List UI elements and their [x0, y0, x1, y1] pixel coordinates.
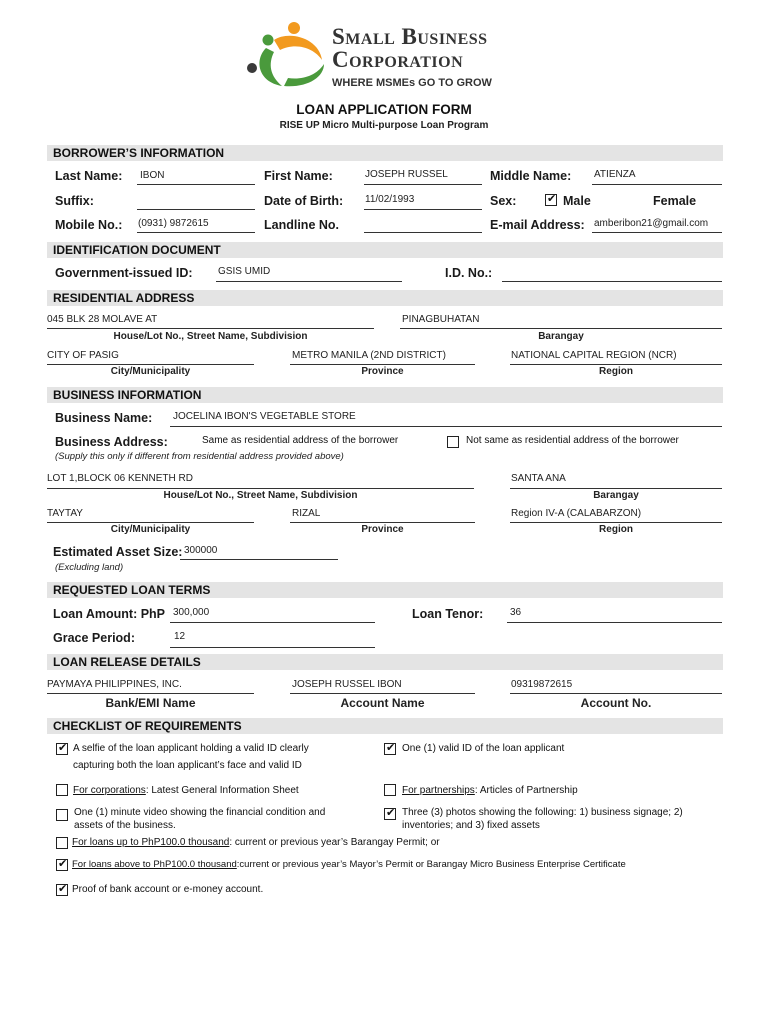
- bank-name-caption: Bank/EMI Name: [105, 696, 196, 710]
- selfie-line2: capturing both the loan applicant’s face and valid ID: [73, 760, 302, 771]
- email-label: E-mail Address:: [490, 218, 585, 232]
- loan-tenor-label: Loan Tenor:: [412, 607, 484, 621]
- loans-above-checkbox[interactable]: [56, 859, 68, 871]
- id-no-underline: [502, 281, 722, 282]
- valid-id-requirement: One (1) valid ID of the loan applicant: [402, 743, 565, 754]
- account-no-caption: Account No.: [580, 696, 652, 710]
- section-heading: REQUESTED LOAN TERMS: [53, 583, 211, 597]
- gov-id-underline: [216, 281, 402, 282]
- account-name-caption: Account Name: [340, 696, 425, 710]
- asset-note: (Excluding land): [55, 562, 124, 573]
- check-icon: ✔: [547, 193, 557, 205]
- biz-region-field[interactable]: Region IV-A (CALABARZON): [511, 508, 642, 519]
- corporations-label: For corporations: [73, 785, 146, 796]
- section-residential: [47, 290, 723, 306]
- res-province-field[interactable]: METRO MANILA (2ND DISTRICT): [292, 350, 446, 361]
- biz-house-field[interactable]: LOT 1,BLOCK 06 KENNETH RD: [47, 473, 193, 484]
- loans-above-label: For loans above to PhP100.0 thousand: [72, 859, 237, 870]
- res-region-underline: [510, 364, 722, 365]
- biz-house-underline: [47, 488, 474, 489]
- middle-name-underline: [592, 184, 722, 185]
- first-name-field[interactable]: JOSEPH RUSSEL: [365, 169, 448, 180]
- grace-period-label: Grace Period:: [53, 631, 135, 645]
- photos-checkbox[interactable]: [384, 808, 396, 820]
- biz-house-caption: House/Lot No., Street Name, Subdivision: [163, 490, 358, 501]
- corporations-text: : Latest General Information Sheet: [145, 785, 299, 796]
- loan-tenor-field[interactable]: 36: [510, 607, 522, 618]
- biz-city-caption: City/Municipality: [110, 524, 191, 535]
- loans-upto-requirement: [72, 836, 440, 849]
- selfie-line1: A selfie of the loan applicant holding a valid ID clearly: [73, 743, 309, 754]
- dob-label: Date of Birth:: [264, 194, 344, 208]
- section-heading: LOAN RELEASE DETAILS: [53, 655, 201, 669]
- middle-name-field[interactable]: ATIENZA: [594, 169, 636, 180]
- last-name-label: Last Name:: [55, 169, 123, 183]
- form-subtitle: RISE UP Micro Multi-purpose Loan Program: [279, 120, 489, 131]
- dob-field[interactable]: 11/02/1993: [365, 194, 415, 205]
- bank-proof-checkbox[interactable]: [56, 884, 68, 896]
- id-no-label: I.D. No.:: [445, 266, 493, 280]
- gov-id-field[interactable]: GSIS UMID: [218, 266, 271, 277]
- res-province-caption: Province: [361, 366, 404, 377]
- section-heading: BORROWER’S INFORMATION: [53, 146, 225, 160]
- video-requirement: [74, 806, 374, 832]
- partnerships-requirement: [402, 784, 578, 797]
- landline-label: Landline No.: [264, 218, 339, 232]
- res-city-underline: [47, 364, 254, 365]
- mobile-underline: [137, 232, 255, 233]
- selfie-checkbox[interactable]: [56, 743, 68, 755]
- email-underline: [592, 232, 722, 233]
- biz-province-field[interactable]: RIZAL: [292, 508, 321, 519]
- loans-upto-checkbox[interactable]: [56, 837, 68, 849]
- photos-line2: inventories; and 3) fixed assets: [402, 820, 540, 831]
- photos-requirement: [402, 806, 722, 832]
- biz-city-field[interactable]: TAYTAY: [47, 508, 83, 519]
- org-name-line2: Corporation: [332, 47, 464, 72]
- first-name-underline: [364, 184, 482, 185]
- check-icon: ✔: [58, 858, 68, 870]
- check-icon: ✔: [58, 883, 68, 895]
- same-address-option[interactable]: Same as residential address of the borrower: [202, 435, 399, 446]
- business-name-label: Business Name:: [55, 411, 153, 425]
- loans-upto-text: : current or previous year’s Barangay Permit; or: [229, 837, 440, 848]
- biz-city-underline: [47, 522, 254, 523]
- account-no-underline: [510, 693, 722, 694]
- check-icon: ✔: [386, 742, 396, 754]
- section-release: [47, 654, 723, 670]
- valid-id-checkbox[interactable]: [384, 743, 396, 755]
- landline-underline: [364, 232, 482, 233]
- org-tagline: WHERE MSMEs GO TO GROW: [332, 77, 492, 89]
- suffix-label: Suffix:: [55, 194, 94, 208]
- grace-period-underline: [170, 647, 375, 648]
- loan-amount-field[interactable]: 300,000: [173, 607, 210, 618]
- corporations-checkbox[interactable]: [56, 784, 68, 796]
- video-checkbox[interactable]: [56, 809, 68, 821]
- loans-above-text: :current or previous year’s Mayor’s Permit or Barangay Micro Business Enterprise Certificate: [236, 859, 626, 870]
- biz-province-caption: Province: [361, 524, 404, 535]
- bank-name-underline: [47, 693, 254, 694]
- org-name-line1: Small Business: [332, 24, 488, 49]
- business-address-label: Business Address:: [55, 435, 168, 449]
- account-name-underline: [290, 693, 475, 694]
- res-house-underline: [47, 328, 374, 329]
- selfie-requirement: [73, 742, 373, 772]
- loan-amount-label: Loan Amount: PhP: [53, 607, 166, 621]
- gov-id-label: Government-issued ID:: [55, 266, 193, 280]
- last-name-underline: [137, 184, 255, 185]
- biz-barangay-underline: [510, 488, 722, 489]
- section-loan-terms: [47, 582, 723, 598]
- check-icon: ✔: [58, 742, 68, 754]
- section-heading: RESIDENTIAL ADDRESS: [53, 291, 195, 305]
- asset-size-underline: [180, 559, 338, 560]
- partnerships-label: For partnerships: [402, 785, 475, 796]
- loans-upto-label: For loans up to PhP100.0 thousand: [72, 837, 230, 848]
- business-name-field[interactable]: JOCELINA IBON'S VEGETABLE STORE: [173, 411, 356, 422]
- partnerships-text: : Articles of Partnership: [474, 785, 578, 796]
- res-house-field[interactable]: 045 BLK 28 MOLAVE AT: [47, 314, 158, 325]
- loan-tenor-underline: [507, 622, 722, 623]
- dob-underline: [364, 209, 482, 210]
- female-label: Female: [653, 194, 697, 208]
- bank-proof-requirement: Proof of bank account or e-money account.: [72, 884, 264, 895]
- section-heading: IDENTIFICATION DOCUMENT: [53, 243, 221, 257]
- res-barangay-field[interactable]: PINAGBUHATAN: [402, 314, 480, 325]
- asset-size-field[interactable]: 300000: [184, 545, 218, 556]
- section-checklist: [47, 718, 723, 734]
- photos-line1: Three (3) photos showing the following: 1) business signage; 2): [402, 807, 683, 818]
- res-house-caption: House/Lot No., Street Name, Subdivision: [113, 331, 308, 342]
- bank-name-field[interactable]: PAYMAYA PHILIPPINES, INC.: [47, 679, 182, 690]
- loans-above-requirement: [72, 858, 626, 871]
- video-line1: One (1) minute video showing the financial condition and: [74, 807, 326, 818]
- res-region-caption: Region: [599, 366, 633, 377]
- section-heading: BUSINESS INFORMATION: [53, 388, 202, 402]
- middle-name-label: Middle Name:: [490, 169, 572, 183]
- sex-label: Sex:: [490, 194, 517, 208]
- res-region-field[interactable]: NATIONAL CAPITAL REGION (NCR): [511, 350, 677, 361]
- last-name-field[interactable]: IBON: [140, 170, 165, 181]
- email-field[interactable]: amberibon21@gmail.com: [594, 218, 709, 229]
- suffix-underline: [137, 209, 255, 210]
- first-name-label: First Name:: [264, 169, 333, 183]
- biz-region-caption: Region: [599, 524, 633, 535]
- sbc-logo: [244, 20, 334, 90]
- form-title: LOAN APPLICATION FORM: [296, 102, 472, 117]
- check-icon: ✔: [386, 807, 396, 819]
- mobile-label: Mobile No.:: [55, 218, 123, 232]
- corporations-requirement: [73, 784, 299, 797]
- res-city-caption: City/Municipality: [110, 366, 191, 377]
- partnerships-checkbox[interactable]: [384, 784, 396, 796]
- not-same-address-option: Not same as residential address of the borrower: [466, 435, 679, 446]
- loan-amount-underline: [170, 622, 375, 623]
- biz-region-underline: [510, 522, 722, 523]
- account-no-field[interactable]: 09319872615: [511, 679, 573, 690]
- account-name-field[interactable]: JOSEPH RUSSEL IBON: [292, 679, 402, 690]
- biz-barangay-field[interactable]: SANTA ANA: [511, 473, 566, 484]
- mobile-field[interactable]: (0931) 9872615: [138, 218, 209, 229]
- section-business: [47, 387, 723, 403]
- section-borrower: [47, 145, 723, 161]
- section-identification: [47, 242, 723, 258]
- section-heading: CHECKLIST OF REQUIREMENTS: [53, 719, 242, 733]
- male-label: Male: [563, 194, 591, 208]
- asset-size-label: Estimated Asset Size:: [53, 545, 183, 559]
- res-province-underline: [290, 364, 475, 365]
- supply-note: (Supply this only if different from residential address provided above): [55, 451, 344, 462]
- grace-period-field[interactable]: 12: [174, 631, 186, 642]
- biz-barangay-caption: Barangay: [593, 490, 639, 501]
- res-barangay-underline: [400, 328, 722, 329]
- biz-province-underline: [290, 522, 475, 523]
- res-barangay-caption: Barangay: [538, 331, 584, 342]
- business-name-underline: [170, 426, 722, 427]
- male-checkbox[interactable]: [545, 194, 557, 206]
- not-same-address-checkbox[interactable]: [447, 436, 459, 448]
- video-line2: assets of the business.: [74, 820, 176, 831]
- res-city-field[interactable]: CITY OF PASIG: [47, 350, 119, 361]
